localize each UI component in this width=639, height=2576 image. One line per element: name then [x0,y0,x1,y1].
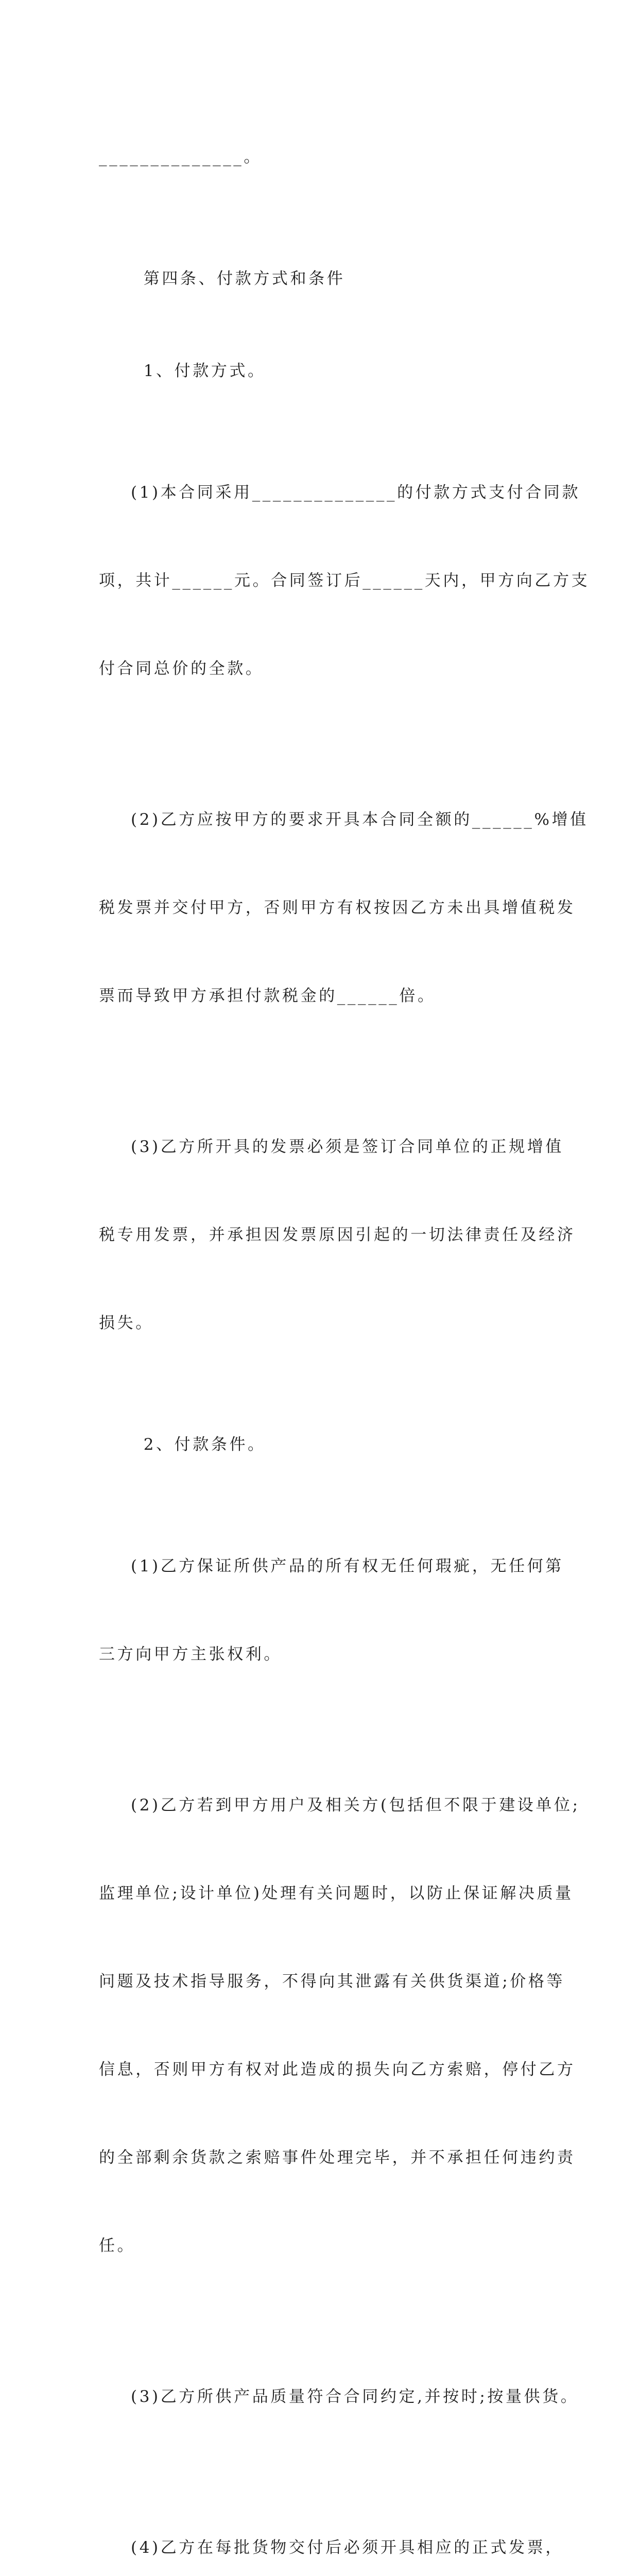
text-line: 1、付款方式。 [143,362,266,380]
clause-paragraph [99,2324,579,2470]
clause-paragraph [99,1732,580,2319]
text-line: (3)乙方所供产品质量符合合同约定,并按时;按量供货。 [131,2387,579,2406]
text-line: 票而导致甲方承担付款税金的______倍。 [99,987,436,1005]
text-line: (3)乙方所开具的发票必须是签订合同单位的正规增值 [131,1138,564,1156]
section-heading-payment-method [99,327,546,415]
text-line: 的全部剩余货款之索赔事件处理完毕，并不承担任何违约责 [99,2148,576,2167]
text-line: 监理单位;设计单位)处理有关问题时，以防止保证解决质量 [99,1884,574,1903]
text-line: 损失。 [99,1314,154,1332]
section-heading-payment-conditions [99,1401,546,1489]
text-line: 税发票并交付甲方，否则甲方有权按因乙方未出具增值税发 [99,899,576,917]
text-line: (2)乙方应按甲方的要求开具本合同全额的______%增值 [131,810,589,829]
article-heading [99,235,546,323]
clause-paragraph [99,2475,564,2576]
text-line: 2、付款条件。 [143,1435,266,1454]
clause-paragraph [99,419,590,742]
text-line: 税专用发票，并承担因发票原因引起的一切法律责任及经济 [99,1226,576,1244]
text-line: 项，共计______元。合同签订后______天内，甲方向乙方支 [99,571,590,590]
text-line: 任。 [99,2236,136,2255]
document-body [99,84,590,2576]
text-line: 三方向甲方主张权利。 [99,1645,282,1664]
text-line: 信息，否则甲方有权对此造成的损失向乙方索赔，停付乙方 [99,2060,576,2079]
clause-paragraph [99,1493,564,1728]
lead-blank-line [99,84,546,231]
text-line: (1)本合同采用______________的付款方式支付合同款 [131,483,581,502]
text-line: (1)乙方保证所供产品的所有权无任何瑕疵，无任何第 [131,1557,564,1575]
text-line: (2)乙方若到甲方用户及相关方(包括但不限于建设单位; [131,1796,580,1815]
text-line: 第四条、付款方式和条件 [143,269,346,288]
text-line: ______________。 [99,148,262,166]
text-line: (4)乙方在每批货物交付后必须开具相应的正式发票， [131,2538,564,2557]
clause-paragraph [99,1074,576,1397]
text-line: 付合同总价的全款。 [99,659,264,678]
clause-paragraph [99,747,589,1070]
text-line: 问题及技术指导服务，不得向其泄露有关供货渠道;价格等 [99,1972,565,1991]
